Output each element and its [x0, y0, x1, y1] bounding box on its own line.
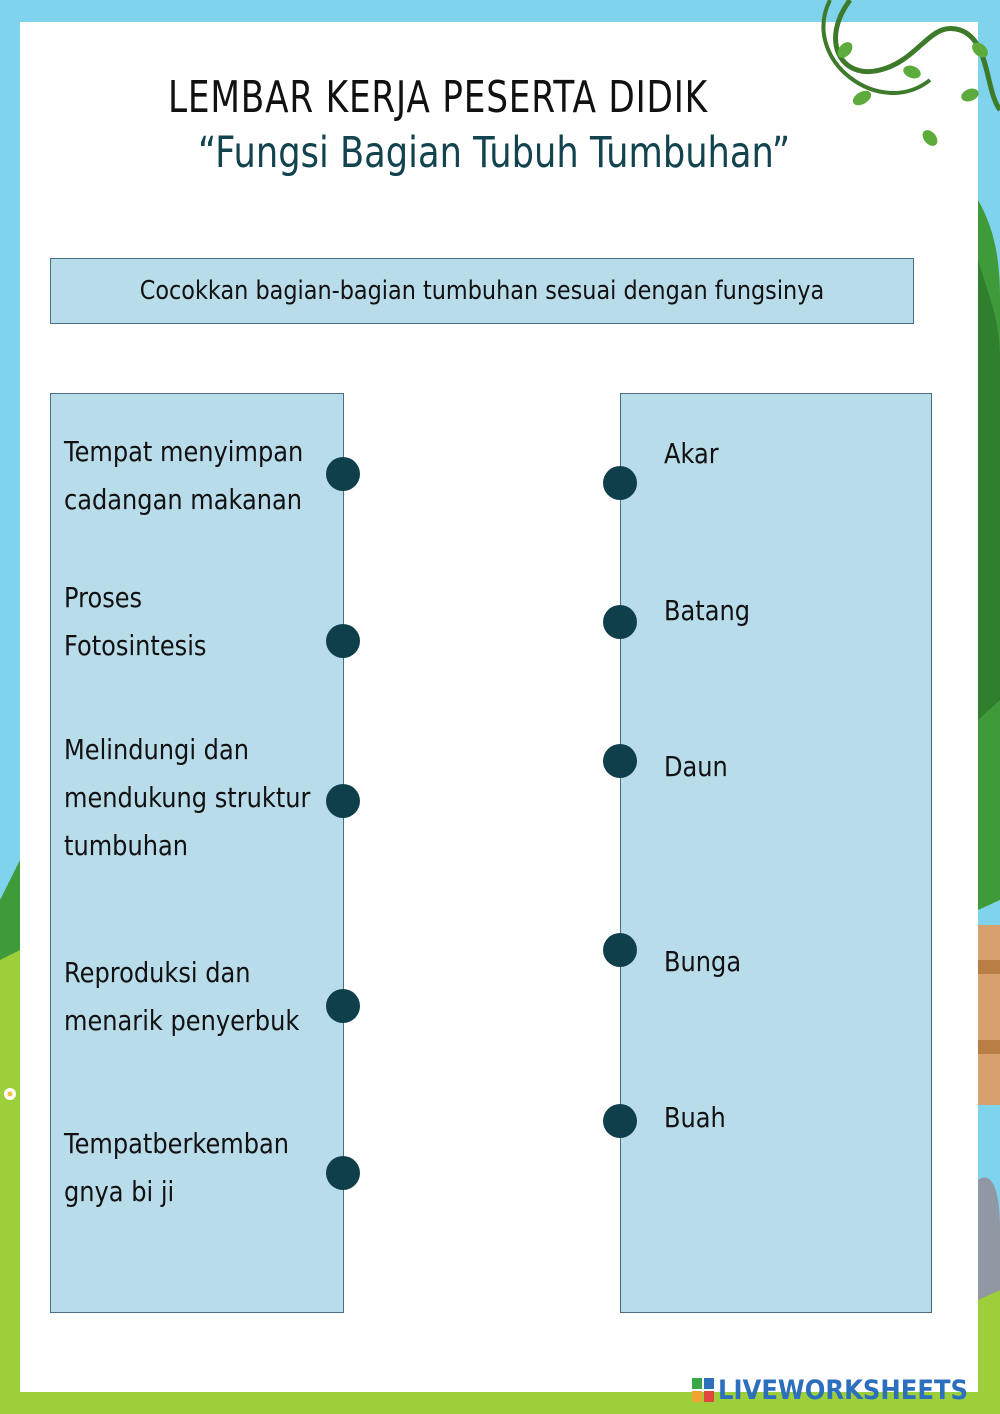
liveworksheets-logo-icon [692, 1378, 714, 1402]
match-dot-right-1[interactable] [603, 466, 637, 500]
instruction-text: Cocokkan bagian-bagian tumbuhan sesuai dengan fungsinya [139, 276, 825, 306]
match-dot-left-3[interactable] [326, 784, 360, 818]
match-dot-left-5[interactable] [326, 1156, 360, 1190]
plant-part-label-3: Daun [664, 750, 728, 783]
plant-part-label-2: Batang [664, 594, 751, 627]
plant-part-label-5: Buah [664, 1101, 726, 1134]
match-dot-left-4[interactable] [326, 989, 360, 1023]
match-dot-right-2[interactable] [603, 605, 637, 639]
function-label-3: Melindungi dan mendukung struktur tumbuhan [64, 733, 311, 862]
match-dot-left-1[interactable] [326, 457, 360, 491]
match-dot-right-5[interactable] [603, 1104, 637, 1138]
liveworksheets-logo [692, 1372, 996, 1408]
instruction-banner [50, 258, 914, 324]
function-label-4: Reproduksi dan menarik penyerbuk [64, 956, 300, 1037]
plant-parts-column [620, 393, 932, 1313]
plant-part-label-1: Akar [664, 437, 719, 470]
worksheet-subtitle: “Fungsi Bagian Tubuh Tumbuhan” [198, 128, 791, 178]
worksheet-title: LEMBAR KERJA PESERTA DIDIK [168, 72, 708, 123]
function-label-1: Tempat menyimpan cadangan makanan [64, 435, 304, 516]
function-label-5: Tempatberkemban gnya bi ji [64, 1127, 290, 1208]
function-label-2: Proses Fotosintesis [64, 581, 207, 662]
match-dot-left-2[interactable] [326, 624, 360, 658]
match-dot-right-4[interactable] [603, 933, 637, 967]
plant-part-label-4: Bunga [664, 945, 742, 978]
match-dot-right-3[interactable] [603, 744, 637, 778]
liveworksheets-logo-text: LIVEWORKSHEETS [718, 1374, 969, 1406]
